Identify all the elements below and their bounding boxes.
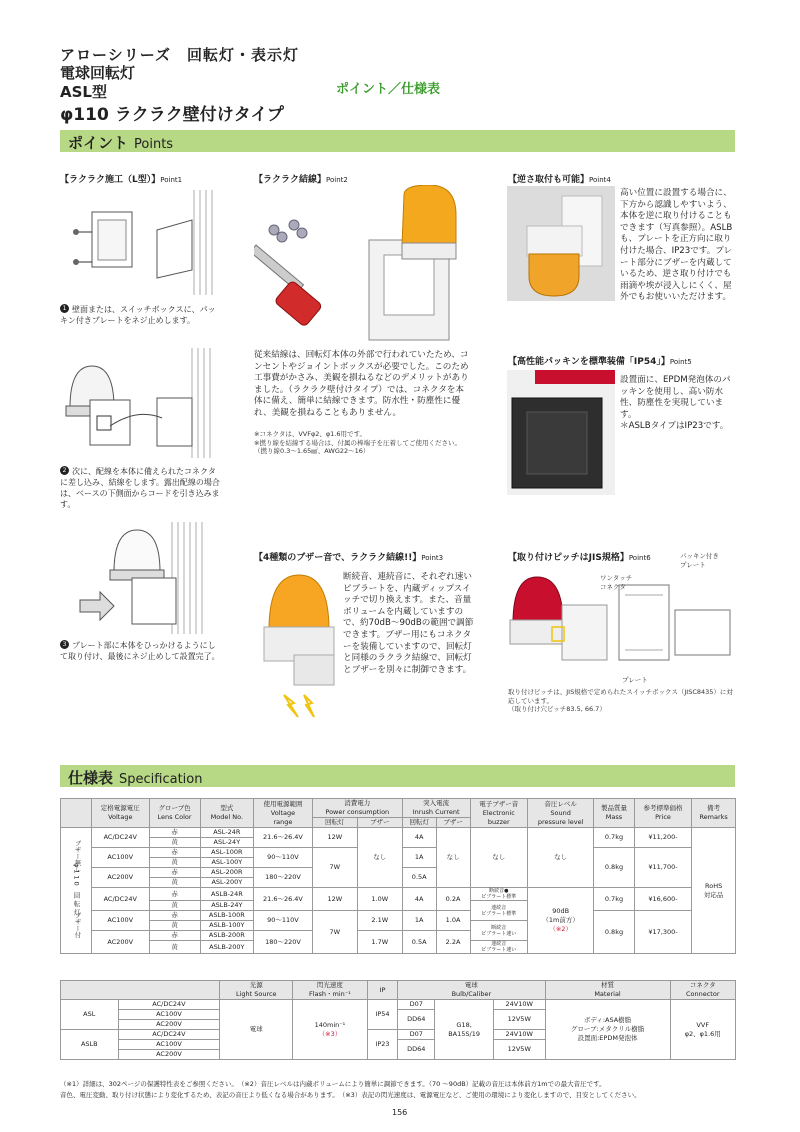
col-inrush: 突入電流 Inrush Current	[402, 799, 470, 818]
table-row: AC200V 赤 ASL-200R 180～220V 0.5A	[61, 868, 736, 878]
col-buzzer: 電子ブザー音 Electronic buzzer	[470, 799, 528, 828]
table-row: AC100V DD64 12V5W	[61, 1040, 736, 1050]
table-row: 黄 ASL-200Y	[61, 878, 736, 888]
point4-title: 【逆さ取付も可能】	[508, 175, 590, 185]
col-connector: コネクタ Connector	[670, 981, 736, 1000]
point4-body: 高い位置に設置する場合に、下方から認識しやすいよう、本体を逆に取り付けることもできます（写真参照）。ASLBも、プレートを正方向に取り付けた場合、IP23です。プレート部分にブザーを内蔵しているため、逆さ取り付けでも雨滴や埃が浸入しにくく、屋外でもお使いいただけます。	[620, 188, 733, 303]
col-range: 使用電源範囲 Voltage range	[254, 799, 313, 828]
flash-cell: 140min⁻¹ （※3）	[293, 1000, 368, 1060]
table-row: AC200V	[61, 1050, 736, 1060]
point4-heading	[508, 172, 611, 185]
point6-body: 取り付けピッチは、JIS規格で定められたスイッチボックス（JISC8435）に対応しています。 （取り付け穴ピッチ83.5, 66.7）	[508, 688, 733, 713]
group-main: φ110 回転灯	[61, 828, 92, 954]
table-row: AC200V 赤 ASLB-200R 180～220V 1.7W 0.5A 2.2A	[61, 931, 736, 941]
point2-note: ※コネクタは、VVFφ2、φ1.6用です。 ※撚り線を結線する場合は、付属の棒端子を圧着してご使用ください。 （撚り線0.3～1.65㎟、AWG22～16）	[254, 430, 461, 455]
section-link[interactable]: ポイント／仕様表	[336, 82, 441, 97]
point6-base-label: プレート	[622, 676, 648, 684]
point2-tag: Point2	[326, 176, 348, 184]
point3-tag: Point3	[421, 554, 444, 562]
point3-body: 断続音、連続音に、それぞれ速いピブラートを、内蔵ディップスイッチで切り換えます。また、音量ボリュームを内蔵していますので、約70dB～90dBの範囲で調節できます。ブザー用にもコネクターを装備していますので、回転灯と同様のラクラク結線で、回転灯とブザーを別々に制御できます。	[343, 572, 474, 675]
points-section-bar	[60, 130, 735, 152]
point3-heading	[254, 550, 443, 563]
sub-head: ブザー	[436, 818, 470, 828]
page-number: 156	[392, 1108, 408, 1117]
point1-step2-text: 2 次に、配線を本体に備えられたコネクタに差し込み、結線をします。露出配線の場合は、ベースの下側面からコードを引き込みます。	[60, 467, 220, 509]
point5-image	[507, 370, 615, 495]
product-subtitle: φ110 ラクラク壁付けタイプ	[60, 105, 284, 125]
sub-head: 回転灯	[312, 818, 357, 828]
spec-subtitle: Specification	[119, 772, 203, 787]
spec-title: 仕様表	[68, 769, 114, 787]
series-title: アローシリーズ 回転灯・表示灯	[60, 46, 299, 64]
point6-heading	[508, 550, 651, 563]
table-row: 黄 ASL-24Y	[61, 838, 736, 848]
point3-title: 【4種類のブザー音で、ラクラク結線!!】	[254, 553, 422, 563]
point6-plate-label: パッキン付き プレート	[680, 552, 719, 569]
point5-title: 【高性能パッキンを標準装備「IP54」】	[508, 357, 670, 367]
point4-tag: Point4	[589, 176, 611, 184]
step-number: 3	[60, 640, 69, 649]
point5-body: 設置面に、EPDM発泡体のパッキンを使用し、高い防水性、防塵性を実現しています。 ＊ASLBタイプはIP23です。	[620, 375, 731, 432]
table-row: ASL AC/DC24V 電球 140min⁻¹ （※3） IP54 D07 G18, BA15S/19 24V10W ボディ:ASA樹脂 グローブ:メタクリル樹脂 設置面:EPDM発泡体 VVF φ2、φ1.6用	[61, 1000, 736, 1010]
point6-title: 【取り付けピッチはJIS規格】	[508, 553, 629, 563]
table-row: ASLB AC/DC24V IP23 D07 24V10W	[61, 1030, 736, 1040]
footnote-1: （※1）詳細は、302ページの保護特性表をご参照ください。 （※2）音圧レベルは内蔵ボリュームにより簡単に調節できます。（70 ～90dB）記載の音圧は本体前方1mでの最大音圧です。	[60, 1080, 606, 1088]
col-price: 参考標準価格 Price	[634, 799, 692, 828]
table-row: 黄 ASLB-200Y 連続音 ピブラート速い	[61, 941, 736, 954]
points-subtitle: Points	[134, 137, 174, 152]
point1-title: 【ラクラク施工（L型）】	[60, 175, 161, 185]
point1-tag: Point1	[160, 176, 183, 184]
point1-step3-image	[62, 522, 217, 634]
table-row: AC100V DD64 12V5W	[61, 1010, 736, 1020]
spec-table-main	[60, 798, 736, 954]
point4-image	[507, 186, 615, 301]
col-bulb: 電球 Bulb/Caliber	[398, 981, 545, 1000]
model-type: ASL型	[60, 83, 107, 101]
point2-image	[254, 185, 484, 345]
sub-head: 回転灯	[402, 818, 436, 828]
sound-cell: 90dB （1m前方） （※2）	[528, 888, 594, 954]
point1-step1-text: 1 壁面または、スイッチボックスに、パッキン付きプレートをネジ止めします。	[60, 305, 216, 325]
table-row: AC200V	[61, 1020, 736, 1030]
col-model: 型式 Model No.	[200, 799, 254, 828]
table-row: φ110 回転灯 AC/DC24V 赤 ASL-24R 21.6～26.4V 12W なし 4A なし なし なし 0.7kg ¥11,200- RoHS 対応品	[61, 828, 736, 838]
table-row: 黄 ASLB-24Y 連続音 ピブラート標準	[61, 901, 736, 911]
col-lens-color: グローブ色 Lens Color	[149, 799, 200, 828]
col-flash: 閃光速度 Flash・min⁻¹	[293, 981, 368, 1000]
point2-heading	[254, 172, 348, 185]
col-power: 消費電力 Power consumption	[312, 799, 402, 818]
step-number: 1	[60, 304, 69, 313]
point3-image	[254, 565, 344, 725]
point1-step3-text: 3 プレート部に本体をひっかけるようにして取り付け、最後にネジ止めして設置完了。	[60, 641, 220, 661]
point1-step2-image	[62, 348, 217, 458]
point2-body: 従来結線は、回転灯本体の外部で行われていたため、コンセントやジョイントボックスが必要でした。このため工事費がかさみ、美観を損ねるなどのデメリットがありました。（ラクラク壁付けタイプ）では、コネクタを本体に備え、簡単に結線できます。防水性・防塵性に優れ、美観を損ねることもありません。	[254, 350, 469, 418]
col-remarks: 備考 Remarks	[692, 799, 736, 828]
col-light: 光源 Light Source	[220, 981, 293, 1000]
table-row: 黄 ASL-100Y	[61, 858, 736, 868]
col-material: 材質 Material	[545, 981, 670, 1000]
point6-connector-label: ワンタッチ コネクタ	[600, 574, 633, 591]
table-row: AC100V 赤 ASLB-100R 90～110V 7W 2.1W 1A 1.0A 0.8kg ¥17,300-	[61, 911, 736, 921]
points-title: ポイント	[68, 134, 129, 152]
point5-tag: Point5	[669, 358, 692, 366]
group-a-label: ブザー無し	[73, 840, 82, 873]
footnote-2: 音色、電圧変動、取り付け状態により変化するため、表記の音圧より低くなる場合があります。 （※3）表記の閃光速度は、電源電圧など、ご使用の環境により変化しますので、目安としてください。	[60, 1091, 641, 1099]
point6-tag: Point6	[628, 554, 651, 562]
col-voltage: 定格電源電圧 Voltage	[92, 799, 150, 828]
point2-title: 【ラクラク結線】	[254, 175, 327, 185]
remarks-cell: RoHS 対応品	[692, 828, 736, 954]
sub-head: ブザー	[357, 818, 402, 828]
col-ip: IP	[367, 981, 397, 1000]
col-mass: 製品質量 Mass	[594, 799, 635, 828]
group-b-label: ブザー付	[73, 912, 82, 938]
table-row: 黄 ASLB-100Y 断続音 ピブラート速い	[61, 921, 736, 931]
table-row: AC100V 赤 ASL-100R 90～110V 7W 1A 0.8kg ¥11,700-	[61, 848, 736, 858]
col-sound: 音圧レベル Sound pressure level	[528, 799, 594, 828]
point1-step1-image	[62, 190, 217, 295]
product-type: 電球回転灯	[60, 64, 136, 82]
table-row: AC/DC24V 赤 ASLB-24R 21.6～26.4V 12W 1.0W 4A 0.2A 断続音● ピブラート標準 90dB （1m前方） （※2） 0.7kg ¥16,600-	[61, 888, 736, 901]
step-number: 2	[60, 466, 69, 475]
spec-section-bar	[60, 765, 735, 787]
point1-heading	[60, 172, 182, 185]
spec-table-detail	[60, 980, 736, 1060]
point5-heading	[508, 354, 692, 367]
